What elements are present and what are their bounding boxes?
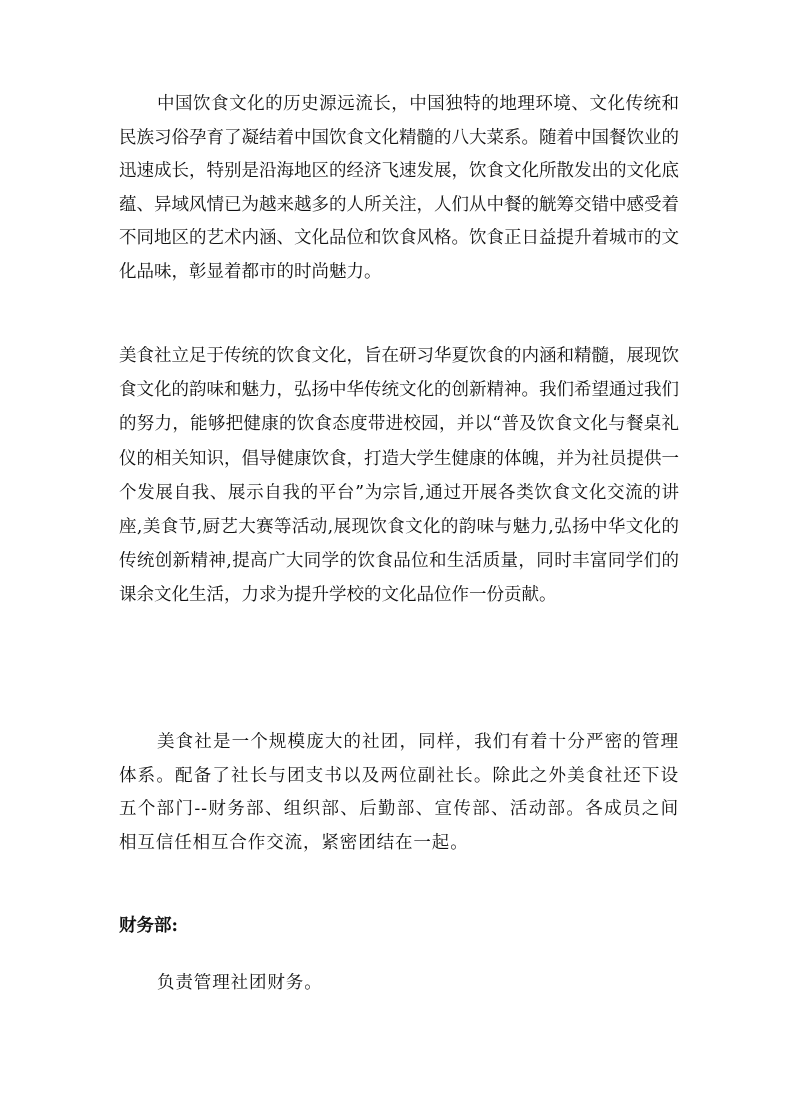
- intro-paragraph: 中国饮食文化的历史源远流长，中国独特的地理环境、文化传统和民族习俗孕育了凝结着中国饮食文化精髓的八大菜系。随着中国餐饮业的迅速成长，特别是沿海地区的经济飞速发展，饮食文化所散发出的文化底蕴、异域风情已为越来越多的人所关注，人们从中餐的觥筹交错中感受着不同地区的艺术内涵、文化品位和饮食风格。饮食正日益提升着城市的文化品味，彰显着都市的时尚魅力。: [119, 94, 679, 282]
- finance-department-heading: 财务部:: [119, 916, 178, 936]
- club-mission-paragraph: 美食社立足于传统的饮食文化，旨在研习华夏饮食的内涵和精髓，展现饮食文化的韵味和魅力，弘扬中华传统文化的创新精神。我们希望通过我们的努力，能够把健康的饮食态度带进校园，并以“普及饮食文化与餐桌礼仪的相关知识，倡导健康饮食，打造大学生健康的体魄，并为社员提供一个发展自我、展示自我的平台”为宗旨,通过开展各类饮食文化交流的讲座,美食节,厨艺大赛等活动,展现饮食文化的韵味与魅力,弘扬中华文化的传统创新精神,提高广大同学的饮食品位和生活质量，同时丰富同学们的课余文化生活，力求为提升学校的文化品位作一份贡献。: [119, 346, 679, 606]
- club-structure-paragraph: 美食社是一个规模庞大的社团，同样，我们有着十分严密的管理体系。配备了社长与团支书以及两位副社长。除此之外美食社还下设五个部门--财务部、组织部、后勤部、宣传部、活动部。各成员之间相互信任相互合作交流，紧密团结在一起。: [119, 732, 679, 853]
- finance-department-description: 负责管理社团财务。: [157, 973, 323, 993]
